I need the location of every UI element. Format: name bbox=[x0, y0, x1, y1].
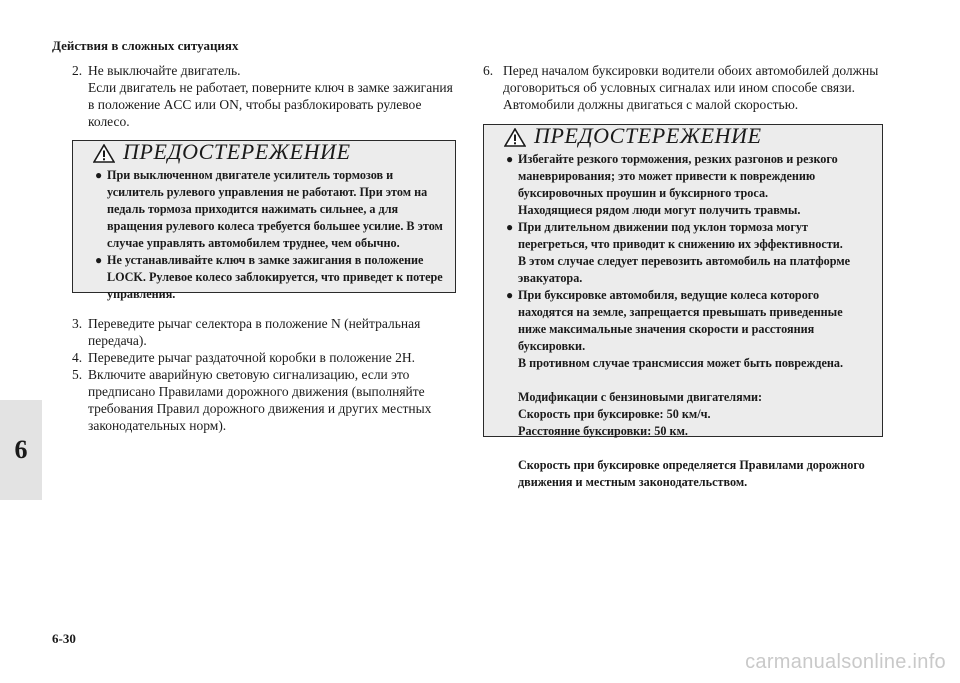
page-number: 6-30 bbox=[52, 631, 76, 646]
warning-item bbox=[506, 151, 872, 202]
warning-triangle-icon bbox=[93, 144, 115, 168]
bullet-icon: ● bbox=[95, 253, 103, 267]
warning-text: При длительном движении под уклон тормоза могут перегреться, что приводит к снижению их эффективности. bbox=[518, 220, 843, 251]
step-text: Переведите рычаг селектора в положение N (нейтральная передача). bbox=[88, 316, 421, 348]
warning-item bbox=[95, 167, 445, 252]
step-6 bbox=[483, 62, 883, 113]
step-text: Включите аварийную световую сигнализацию, если это предписано Правилами дорожного движения (выполняйте требования Правил дорожного движения и других местных законодательных норм). bbox=[88, 367, 432, 433]
warning-item bbox=[506, 287, 872, 355]
warning-text: Не устанавливайте ключ в замке зажигания в положение LOCK. Рулевое колесо заблокируется, что приведет к потере управления. bbox=[107, 253, 443, 301]
right-column bbox=[483, 62, 883, 489]
warning-note: В этом случае следует перевозить автомобиль на платформе эвакуатора. bbox=[518, 254, 851, 285]
warning-triangle-icon bbox=[504, 128, 526, 152]
step-number: 5. bbox=[72, 367, 83, 382]
warning-title: ПРЕДОСТЕРЕЖЕНИЕ bbox=[123, 139, 351, 164]
bullet-icon: ● bbox=[506, 288, 514, 302]
rules-note: Скорость при буксировке определяется Правилами дорожного движения и местным законодательством. bbox=[518, 458, 865, 489]
bullet-icon: ● bbox=[506, 220, 514, 234]
warning-text: При выключенном двигателе усилитель тормозов и усилитель рулевого управления не работают. При этом на педаль тормоза приходится нажимать сильнее, а для вращения рулевого колеса требуется большее усилие. В этом случае управлять автомобилем труднее, чем обычно. bbox=[107, 168, 443, 250]
gasoline-heading: Модификации с бензиновыми двигателями: bbox=[518, 390, 763, 404]
warning-note: Находящиеся рядом люди могут получить травмы. bbox=[518, 203, 801, 217]
step-text: Переведите рычаг раздаточной коробки в положение 2H. bbox=[88, 350, 415, 365]
warning-box bbox=[72, 139, 456, 301]
step-text: Не выключайте двигатель. bbox=[88, 63, 241, 78]
watermark: carmanualsonline.info bbox=[745, 651, 946, 673]
left-column bbox=[72, 62, 456, 434]
warning-note: В противном случае трансмиссия может быть повреждена. bbox=[518, 356, 844, 370]
step-number: 2. bbox=[72, 63, 83, 78]
steps-list bbox=[72, 315, 456, 434]
step-number: 6. bbox=[483, 63, 494, 78]
towing-distance: Расстояние буксировки: 50 км. bbox=[518, 424, 688, 438]
step-5 bbox=[72, 366, 456, 434]
bullet-icon: ● bbox=[95, 168, 103, 182]
warning-text: При буксировке автомобиля, ведущие колеса которого находятся на земле, запрещается превышать приведенные ниже максимальные значения скорости и расстояния буксировки. bbox=[518, 288, 843, 353]
step-number: 3. bbox=[72, 316, 83, 331]
step-3 bbox=[72, 315, 456, 349]
warning-item bbox=[95, 252, 445, 303]
section-header: Действия в сложных ситуациях bbox=[52, 38, 239, 53]
chapter-number: 6 bbox=[14, 435, 28, 464]
warning-item bbox=[506, 219, 872, 253]
towing-speed: Скорость при буксировке: 50 км/ч. bbox=[518, 407, 711, 421]
warning-title: ПРЕДОСТЕРЕЖЕНИЕ bbox=[534, 123, 762, 148]
chapter-tab bbox=[0, 400, 42, 500]
step-2 bbox=[72, 62, 456, 130]
step-number: 4. bbox=[72, 350, 83, 365]
warning-text: Избегайте резкого торможения, резких разгонов и резкого маневрирования; это может привести к повреждению буксировочных проушин и буксирного троса. bbox=[518, 152, 838, 200]
step-text: Если двигатель не работает, поверните ключ в замке зажигания в положение ACC или ON, чтобы разблокировать рулевое колесо. bbox=[88, 80, 453, 129]
step-4 bbox=[72, 349, 456, 366]
warning-box bbox=[483, 123, 883, 489]
bullet-icon: ● bbox=[506, 152, 514, 166]
step-text: Перед началом буксировки водители обоих автомобилей должны договориться об условных сигналах или ином способе связи. Автомобили должны двигаться с малой скоростью. bbox=[503, 63, 879, 112]
